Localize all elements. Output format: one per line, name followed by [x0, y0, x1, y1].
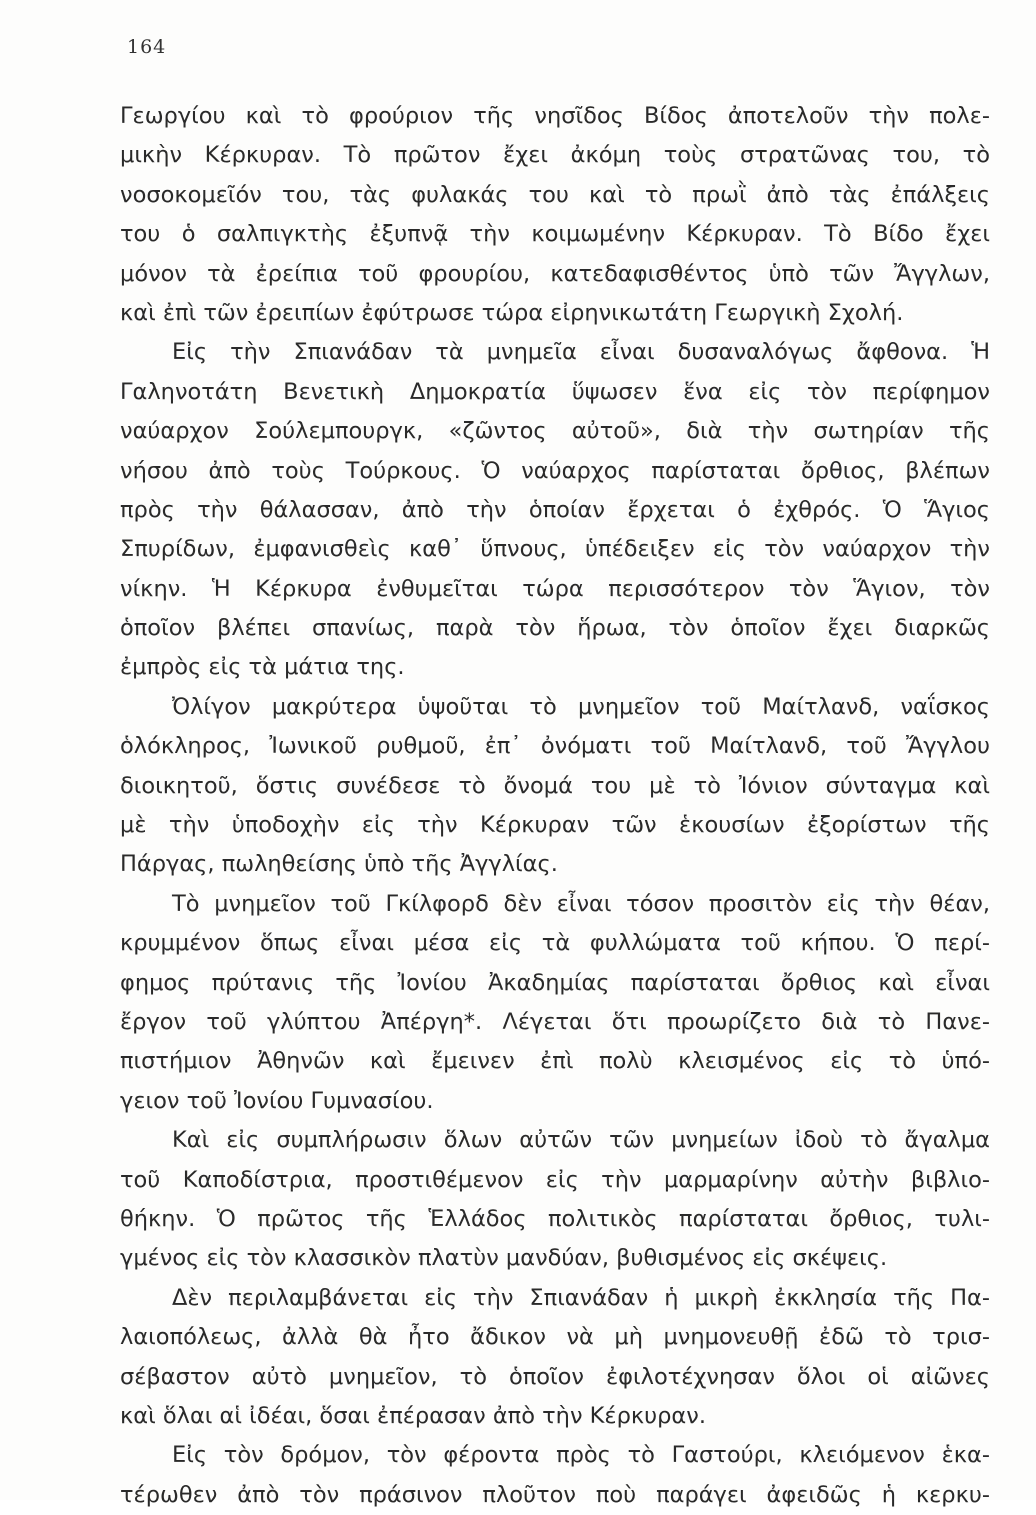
text-line: ὁποῖον βλέπει σπανίως, παρὰ τὸν ἥρωα, τὸν ὁποῖον ἔχει διαρκῶς [120, 615, 990, 642]
text-line: Δὲν περιλαμβάνεται εἰς τὴν Σπιανάδαν ἡ μικρὴ ἐκκλησία τῆς Πα- [172, 1284, 990, 1311]
text-line: γειον τοῦ Ἰονίου Γυμνασίου. [120, 1087, 434, 1114]
text-line: σέβαστον αὐτὸ μνημεῖον, τὸ ὁποῖον ἐφιλοτέχνησαν ὅλοι οἱ αἰῶνες [120, 1363, 990, 1390]
text-line: νίκην. Ἡ Κέρκυρα ἐνθυμεῖται τώρα περισσότερον τὸν Ἅγιον, τὸν [120, 575, 990, 602]
text-line: πιστήμιον Ἀθηνῶν καὶ ἔμεινεν ἐπὶ πολὺ κλεισμένος εἰς τὸ ὑπό- [120, 1048, 990, 1075]
text-line: νήσου ἀπὸ τοὺς Τούρκους. Ὁ ναύαρχος παρίσταται ὄρθιος, βλέπων [120, 457, 990, 484]
text-line: ὁλόκληρος, Ἰωνικοῦ ρυθμοῦ, ἐπ᾽ ὀνόματι τοῦ Μαίτλανδ, τοῦ Ἄγγλου [120, 733, 990, 760]
text-line: καὶ ὅλαι αἱ ἰδέαι, ὅσαι ἐπέρασαν ἀπὸ τὴν Κέρκυραν. [120, 1402, 706, 1429]
page-number: 164 [127, 36, 167, 58]
text-line: τοῦ Καποδίστρια, προστιθέμενον εἰς τὴν μαρμαρίνην αὐτὴν βιβλιο- [120, 1166, 990, 1193]
text-line: Γαληνοτάτη Βενετικὴ Δημοκρατία ὕψωσεν ἕνα εἰς τὸν περίφημον [120, 378, 990, 405]
text-line: πρὸς τὴν θάλασσαν, ἀπὸ τὴν ὁποίαν ἔρχεται ὁ ἐχθρός. Ὁ Ἅγιος [120, 496, 990, 523]
text-line: μόνον τὰ ἐρείπια τοῦ φρουρίου, κατεδαφισθέντος ὑπὸ τῶν Ἄγγλων, [120, 260, 990, 287]
body-text [120, 97, 990, 1515]
text-line: διοικητοῦ, ὅστις συνέδεσε τὸ ὄνομά του μὲ τὸ Ἰόνιον σύνταγμα καὶ [120, 772, 990, 799]
text-line: Τὸ μνημεῖον τοῦ Γκίλφορδ δὲν εἶναι τόσον προσιτὸν εἰς τὴν θέαν, [172, 890, 990, 917]
text-line: τέρωθεν ἀπὸ τὸν πράσινον πλοῦτον ποὺ παράγει ἀφειδῶς ἡ κερκυ- [120, 1481, 990, 1508]
text-line: ἐμπρὸς εἰς τὰ μάτια της. [120, 654, 405, 681]
text-line: Καὶ εἰς συμπλήρωσιν ὅλων αὐτῶν τῶν μνημείων ἰδοὺ τὸ ἄγαλμα [172, 1127, 990, 1154]
text-line: Εἰς τὴν Σπιανάδαν τὰ μνημεῖα εἶναι δυσαναλόγως ἄφθονα. Ἡ [172, 339, 990, 366]
text-line: του ὁ σαλπιγκτὴς ἐξυπνᾷ τὴν κοιμωμένην Κέρκυραν. Τὸ Βίδο ἔχει [120, 221, 990, 248]
text-line: μικὴν Κέρκυραν. Τὸ πρῶτον ἔχει ἀκόμη τοὺς στρατῶνας του, τὸ [120, 142, 990, 169]
text-line: Σπυρίδων, ἐμφανισθεὶς καθ᾽ ὕπνους, ὑπέδειξεν εἰς τὸν ναύαρχον τὴν [120, 536, 990, 563]
text-line: Γεωργίου καὶ τὸ φρούριον τῆς νησῖδος Βίδος ἀποτελοῦν τὴν πολε- [120, 103, 990, 129]
text-line: καὶ ἐπὶ τῶν ἐρειπίων ἐφύτρωσε τώρα εἰρηνικωτάτη Γεωργικὴ Σχολή. [120, 299, 904, 326]
text-line: νοσοκομεῖόν του, τὰς φυλακάς του καὶ τὸ πρωῒ ἀπὸ τὰς ἐπάλξεις [120, 181, 990, 208]
text-line: γμένος εἰς τὸν κλασσικὸν πλατὺν μανδύαν, βυθισμένος εἰς σκέψεις. [120, 1245, 888, 1272]
text-line: Εἰς τὸν δρόμον, τὸν φέροντα πρὸς τὸ Γαστούρι, κλειόμενον ἑκα- [172, 1442, 990, 1469]
text-line: ἔργον τοῦ γλύπτου Ἀπέργη*. Λέγεται ὅτι προωρίζετο διὰ τὸ Πανε- [120, 1008, 990, 1035]
text-line: Ὀλίγον μακρύτερα ὑψοῦται τὸ μνημεῖον τοῦ Μαίτλανδ, ναΐσκος [172, 693, 990, 720]
text-line: κρυμμένον ὅπως εἶναι μέσα εἰς τὰ φυλλώματα τοῦ κήπου. Ὁ περί- [120, 930, 990, 957]
text-line: φημος πρύτανις τῆς Ἰονίου Ἀκαδημίας παρίσταται ὄρθιος καὶ εἶναι [120, 969, 990, 996]
text-line: Πάργας, πωληθείσης ὑπὸ τῆς Ἀγγλίας. [120, 851, 558, 878]
text-line: μὲ τὴν ὑποδοχὴν εἰς τὴν Κέρκυραν τῶν ἑκουσίων ἐξορίστων τῆς [120, 812, 990, 839]
text-line: ναύαρχον Σούλεμπουργκ, «ζῶντος αὐτοῦ», διὰ τὴν σωτηρίαν τῆς [120, 418, 990, 445]
text-line: θήκην. Ὁ πρῶτος τῆς Ἑλλάδος πολιτικὸς παρίσταται ὄρθιος, τυλι- [120, 1205, 990, 1232]
text-line: λαιοπόλεως, ἀλλὰ θὰ ἦτο ἄδικον νὰ μὴ μνημονευθῇ ἐδῶ τὸ τρισ- [120, 1324, 990, 1351]
